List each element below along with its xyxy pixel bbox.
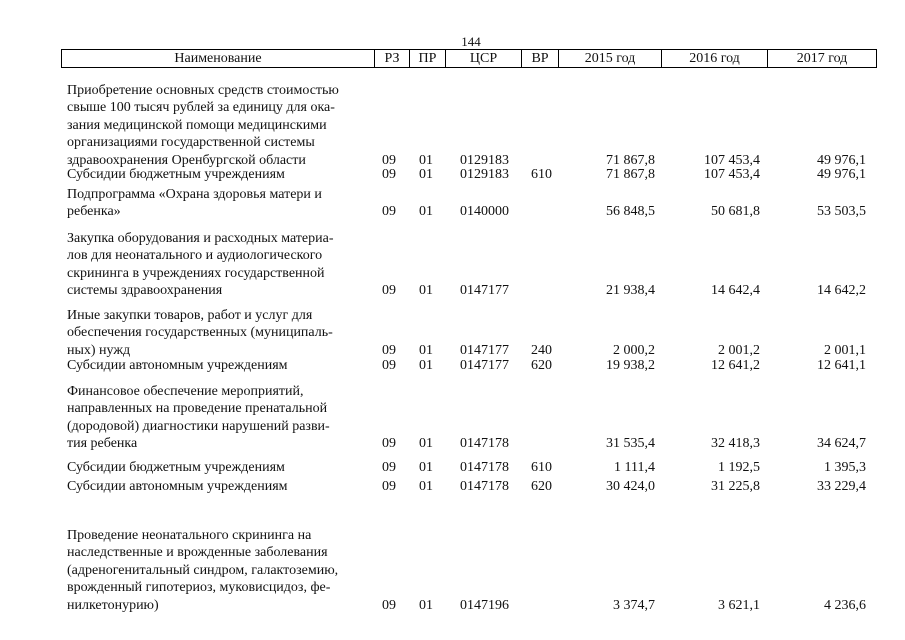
cell-y2015: 21 938,4 xyxy=(606,283,655,299)
cell-csr: 0147178 xyxy=(460,436,509,452)
cell-y2017: 49 976,1 xyxy=(817,167,866,182)
cell-y2015: 2 000,2 xyxy=(613,342,655,358)
cell-pr: 01 xyxy=(419,342,433,358)
cell-y2017: 33 229,4 xyxy=(817,479,866,494)
row-name-line: свыше 100 тысяч рублей за единицу для ока- xyxy=(67,100,335,116)
cell-csr: 0147177 xyxy=(460,358,509,373)
header-csr: ЦСР xyxy=(446,50,522,67)
cell-pr: 01 xyxy=(419,479,433,494)
row-name-line: Проведение неонатального скрининга на xyxy=(67,528,312,543)
cell-csr: 0129183 xyxy=(460,167,509,182)
cell-rz: 09 xyxy=(382,204,396,220)
page-number: 144 xyxy=(461,34,481,49)
header-vr: ВР xyxy=(522,50,559,67)
row-name-line: направленных на проведение пренатальной xyxy=(67,401,328,417)
row-name-line: (дородовой) диагностики нарушений разви- xyxy=(67,418,330,434)
cell-rz: 09 xyxy=(382,167,396,182)
cell-csr: 0140000 xyxy=(460,204,509,220)
cell-csr: 0147196 xyxy=(460,597,509,613)
cell-rz: 09 xyxy=(382,460,396,475)
row-name-line: ных) нужд xyxy=(67,342,131,358)
cell-y2016: 107 453,4 xyxy=(704,152,760,168)
cell-csr: 0147177 xyxy=(460,342,509,358)
row-name xyxy=(67,459,367,476)
header-year-2017: 2017 год xyxy=(796,51,848,66)
row-name xyxy=(67,527,367,614)
row-name-line: нилкетонурию) xyxy=(67,597,159,613)
cell-rz: 09 xyxy=(382,152,396,168)
row-name-line: (адреногенитальный синдром, галактоземию, xyxy=(67,562,339,578)
cell-pr: 01 xyxy=(419,436,433,452)
cell-rz: 09 xyxy=(382,283,396,299)
cell-rz: 09 xyxy=(382,358,396,373)
row-name-line: Финансовое обеспечение мероприятий, xyxy=(67,384,304,399)
cell-y2015: 71 867,8 xyxy=(606,152,655,168)
cell-y2017: 1 395,3 xyxy=(824,460,866,475)
cell-y2016: 31 225,8 xyxy=(711,479,760,494)
header-year-2016: 2016 год xyxy=(662,50,768,67)
cell-y2016: 14 642,4 xyxy=(711,283,760,299)
cell-y2016: 12 641,2 xyxy=(711,358,760,373)
row-name-line: наследственные и врожденные заболевания xyxy=(67,545,328,561)
row-name-line: ребенка» xyxy=(67,204,121,220)
row-name xyxy=(67,307,367,359)
row-name-line: зания медицинской помощи медицинскими xyxy=(67,117,327,133)
cell-pr: 01 xyxy=(419,204,433,220)
cell-y2017: 53 503,5 xyxy=(817,204,866,220)
cell-y2017: 12 641,1 xyxy=(817,358,866,373)
row-name-line: Субсидии бюджетным учреждениям xyxy=(67,167,285,182)
row-name-line: Подпрограмма «Охрана здоровья матери и xyxy=(67,187,322,202)
cell-y2016: 1 192,5 xyxy=(718,460,760,475)
row-name-line: организациями государственной системы xyxy=(67,135,315,151)
cell-y2017: 4 236,6 xyxy=(824,597,866,613)
cell-rz: 09 xyxy=(382,479,396,494)
row-name-line: здравоохранения Оренбургской области xyxy=(67,152,306,168)
cell-rz: 09 xyxy=(382,597,396,613)
cell-y2015: 19 938,2 xyxy=(606,358,655,373)
cell-y2016: 2 001,2 xyxy=(718,342,760,358)
cell-vr: 610 xyxy=(531,167,552,182)
cell-y2017: 2 001,1 xyxy=(824,342,866,358)
cell-y2015: 3 374,7 xyxy=(613,597,655,613)
cell-y2015: 31 535,4 xyxy=(606,436,655,452)
cell-y2017: 49 976,1 xyxy=(817,152,866,168)
row-name-line: Иные закупки товаров, работ и услуг для xyxy=(67,308,313,323)
row-name xyxy=(67,383,367,453)
row-name xyxy=(67,166,367,183)
row-name-line: системы здравоохранения xyxy=(67,283,223,299)
row-name-line: Закупка оборудования и расходных материа- xyxy=(67,231,334,246)
cell-csr: 0147178 xyxy=(460,460,509,475)
row-name-line: Субсидии автономным учреждениям xyxy=(67,358,288,373)
cell-pr: 01 xyxy=(419,167,433,182)
header-pr: ПР xyxy=(410,50,446,67)
cell-y2016: 3 621,1 xyxy=(718,597,760,613)
cell-rz: 09 xyxy=(382,342,396,358)
cell-y2015: 1 111,4 xyxy=(614,460,655,475)
cell-y2016: 50 681,8 xyxy=(711,204,760,220)
row-name xyxy=(67,186,367,221)
cell-rz: 09 xyxy=(382,436,396,452)
cell-vr: 240 xyxy=(531,342,552,358)
header-name: Наименование xyxy=(62,50,375,67)
cell-y2015: 30 424,0 xyxy=(606,479,655,494)
row-name-line: скрининга в учреждениях государственной xyxy=(67,265,325,281)
cell-y2017: 14 642,2 xyxy=(817,283,866,299)
cell-pr: 01 xyxy=(419,597,433,613)
row-name xyxy=(67,357,367,374)
cell-pr: 01 xyxy=(419,460,433,475)
table-header xyxy=(61,49,877,68)
row-name xyxy=(67,478,367,495)
row-name xyxy=(67,230,367,300)
cell-csr: 0129183 xyxy=(460,152,509,168)
cell-y2015: 71 867,8 xyxy=(606,167,655,182)
row-name-line: Приобретение основных средств стоимостью xyxy=(67,83,339,98)
row-name-line: Субсидии автономным учреждениям xyxy=(67,479,288,494)
cell-csr: 0147178 xyxy=(460,479,509,494)
row-name xyxy=(67,82,367,169)
header-rz: РЗ xyxy=(375,50,410,67)
cell-vr: 610 xyxy=(531,460,552,475)
cell-csr: 0147177 xyxy=(460,283,509,299)
cell-vr: 620 xyxy=(531,358,552,373)
cell-y2016: 32 418,3 xyxy=(711,436,760,452)
cell-vr: 620 xyxy=(531,479,552,494)
cell-pr: 01 xyxy=(419,152,433,168)
row-name-line: Субсидии бюджетным учреждениям xyxy=(67,460,285,475)
row-name-line: обеспечения государственных (муниципаль- xyxy=(67,325,333,341)
cell-pr: 01 xyxy=(419,283,433,299)
row-name-line: тия ребенка xyxy=(67,436,138,452)
cell-y2017: 34 624,7 xyxy=(817,436,866,452)
header-year-2015: 2015 год xyxy=(559,50,662,67)
row-name-line: лов для неонатального и аудиологического xyxy=(67,248,323,264)
cell-y2016: 107 453,4 xyxy=(704,167,760,182)
row-name-line: врожденный гипотериоз, муковисцидоз, фе- xyxy=(67,580,331,596)
cell-y2015: 56 848,5 xyxy=(606,204,655,220)
cell-pr: 01 xyxy=(419,358,433,373)
